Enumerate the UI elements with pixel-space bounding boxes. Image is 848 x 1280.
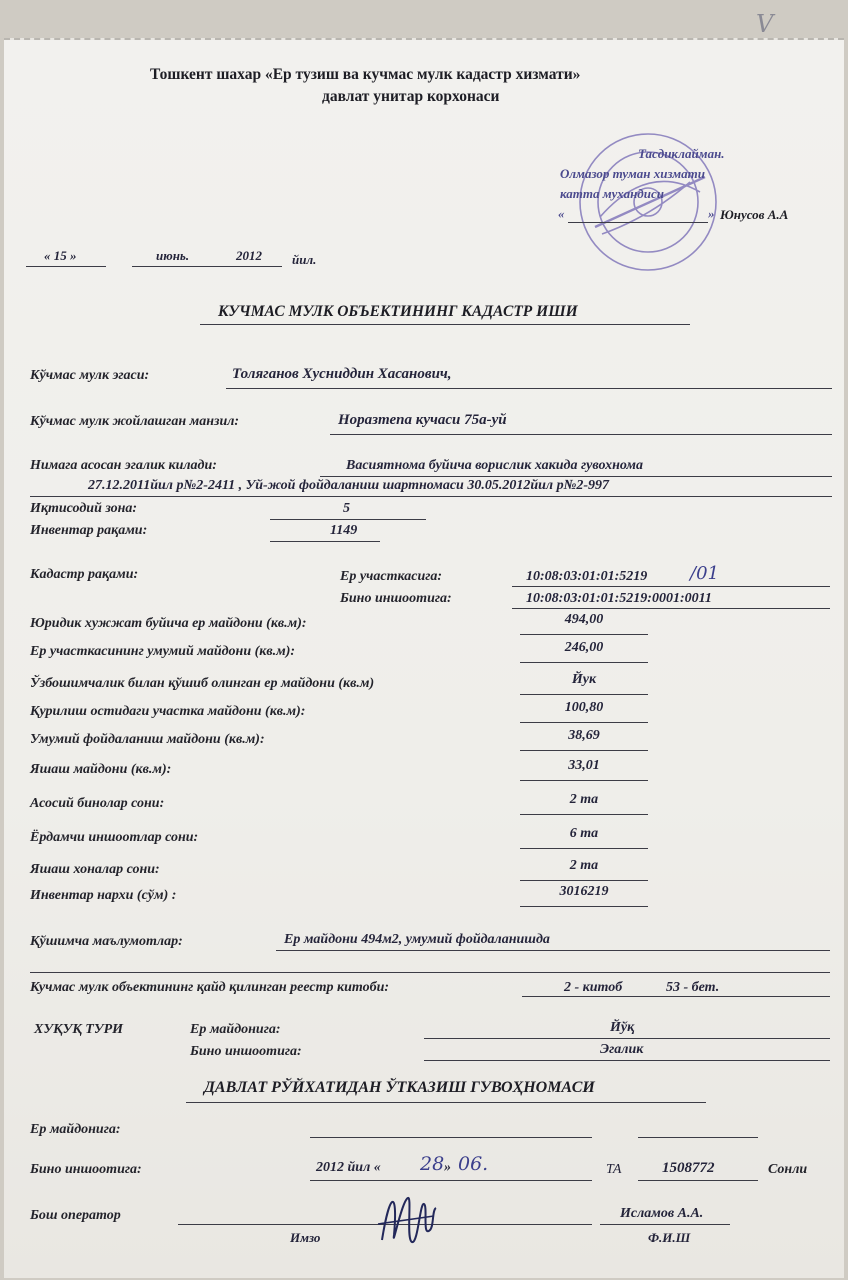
certificate-date-month: 06. [458,1153,489,1175]
cadastre-building-label: Бино иншоотига: [340,591,452,606]
date-suffix: йил. [292,252,317,267]
address-label: Кўчмас мулк жойлашган манзил: [30,414,240,429]
row-label: Ер участкасининг умумий майдони (кв.м): [30,644,296,659]
header-line-1: Тошкент шахар «Ер тузиш ва кучмас мулк кадастр хизмати» [150,66,581,83]
row-label: Инвентар нархи (сўм) : [30,888,177,903]
approval-title: Тасдиклайман. [638,146,725,161]
approval-line-2: катта мухандиси [560,186,664,201]
certificate-title: ДАВЛАТ РЎЙХАТИДАН ЎТКАЗИШ ГУВОҲНОМАСИ [204,1079,595,1096]
row-value: 246,00 [564,640,604,655]
row-value: 6 та [569,826,599,841]
rights-land-value: Йўқ [610,1020,635,1035]
row-underline [520,662,648,663]
soni-label: Сонли [768,1162,808,1177]
cadastre-land-value: 10:08:03:01:01:5219 [526,569,648,584]
row-label: Яшаш хоналар сони: [30,862,160,877]
row-underline [520,814,648,815]
economic-zone-label: Иқтисодий зона: [30,501,138,516]
row-underline [520,906,648,907]
row-label: Яшаш майдони (кв.м): [30,762,172,777]
date-month: июнь. [156,248,190,263]
row-value: Йук [571,672,597,687]
row-underline [520,750,648,751]
date-day: « 15 » [44,248,77,263]
economic-zone-value: 5 [343,501,350,516]
approval-name: Юнусов А.А [720,207,789,222]
row-value: 38,69 [568,728,600,743]
name-caption: Ф.И.Ш [648,1230,691,1245]
row-underline [520,634,648,635]
certificate-date-day: 28 [420,1153,445,1175]
registry-page: 53 - бет. [666,980,720,995]
approval-quote-close: » [708,206,715,221]
inventory-number-value: 1149 [330,523,358,538]
row-value: 100,80 [564,700,604,715]
row-value: 3016219 [559,884,609,899]
registry-book: 2 - китоб [564,980,623,995]
operator-label: Бош оператор [30,1208,121,1223]
row-label: Ёрдамчи иншоотлар сони: [30,830,199,845]
address-value: Норазтепа кучаси 75а-уй [338,412,507,428]
approval-quote-open: « [558,206,565,221]
owner-value: Толяганов Хусниддин Хасанович, [232,366,452,382]
rights-building-label: Бино иншоотига: [190,1044,302,1059]
cadastre-land-handwritten: /01 [690,563,719,584]
basis-value-2: 27.12.2011йил р№2-2411 , Уй-жой фойдаланиш шартномаси 30.05.2012йил р№2-997 [88,478,610,493]
row-underline [520,848,648,849]
basis-value-1: Васиятнома буйича ворислик хакида гувохнома [346,458,643,473]
certificate-land-label: Ер майдонига: [30,1122,121,1137]
certificate-building-label: Бино иншоотига: [30,1162,142,1177]
row-underline [520,880,648,881]
row-value: 2 та [569,858,599,873]
row-underline [520,722,648,723]
row-value: 2 та [569,792,599,807]
owner-label: Кўчмас мулк эгаси: [30,368,150,383]
row-value: 33,01 [568,758,600,773]
document-title: КУЧМАС МУЛК ОБЪЕКТИНИНГ КАДАСТР ИШИ [218,303,578,320]
row-label: Ўзбошимчалик билан қўшиб олинган ер майдони (кв.м) [30,676,375,691]
row-label: Қурилиш остидаги участка майдони (кв.м): [30,704,306,719]
row-underline [520,780,648,781]
certificate-date-prefix: 2012 йил « [316,1160,381,1175]
certificate-date-mid: » [444,1160,451,1175]
registry-label: Кучмас мулк объектининг қайд қилинган реестр китоби: [30,980,390,995]
row-label: Асосий бинолар сони: [30,796,165,811]
cadastre-land-label: Ер участкасига: [340,569,443,584]
signature-caption: Имзо [290,1230,321,1245]
approval-line-1: Олмазор туман хизмати [560,166,705,181]
operator-name: Исламов А.А. [620,1206,704,1221]
additional-label: Қўшимча маълумотлар: [30,934,183,949]
rights-building-value: Эгалик [600,1042,644,1057]
row-label: Умумий фойдаланиш майдони (кв.м): [30,732,265,747]
cadastre-building-value: 10:08:03:01:01:5219:0001:0011 [526,591,712,606]
rights-label: ХУҚУҚ ТУРИ [34,1022,124,1037]
row-value: 494,00 [564,612,604,627]
ta-label: ТА [606,1162,622,1177]
cadastre-label: Кадастр рақами: [30,567,139,582]
check-mark: V [756,10,774,38]
date-year: 2012 [236,248,262,263]
operator-signature [372,1180,442,1260]
ta-value: 1508772 [662,1160,715,1176]
row-underline [520,694,648,695]
row-label: Юридик хужжат буйича ер майдони (кв.м): [30,616,307,631]
basis-label: Нимага асосан эгалик килади: [30,458,217,473]
rights-land-label: Ер майдонига: [190,1022,281,1037]
inventory-number-label: Инвентар рақами: [30,523,148,538]
additional-value: Ер майдони 494м2, умумий фойдаланишда [284,932,550,947]
header-line-2: давлат унитар корхонаси [322,88,500,105]
